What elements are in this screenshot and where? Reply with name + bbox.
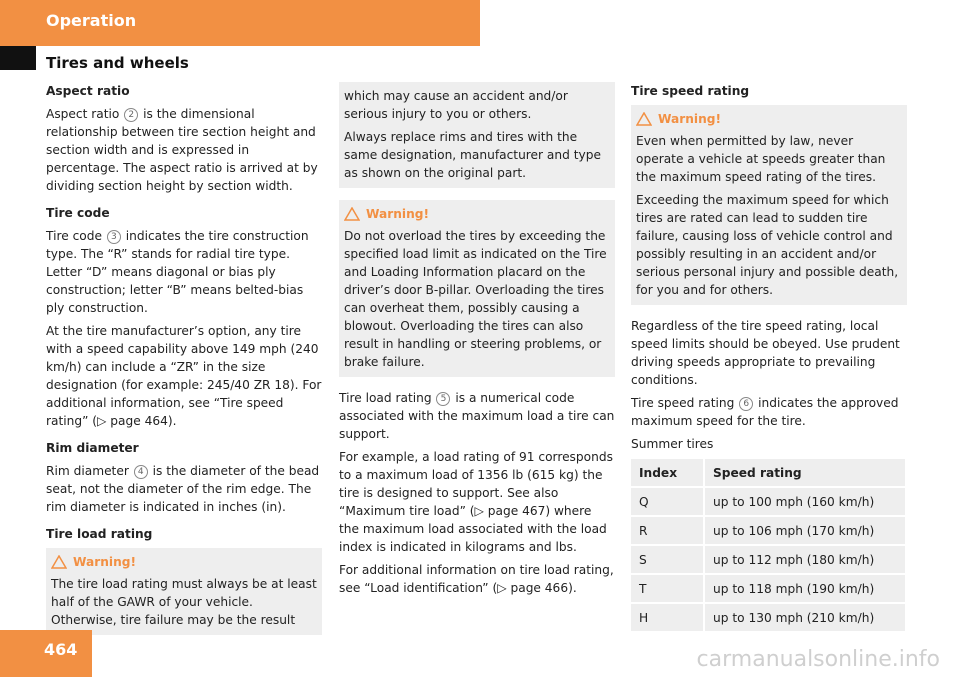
heading-tire-code: Tire code [46,206,110,220]
heading-aspect-ratio: Aspect ratio [46,84,130,98]
warning-title: Warning! [344,205,610,223]
warning-text: which may cause an accident and/or serious injury to you or others. [344,89,568,121]
column-3 [631,82,907,633]
warning-triangle-icon [51,555,67,569]
table-cell: S [631,545,704,574]
speed-rating-table [631,459,905,633]
table-cell: up to 100 mph (160 km/h) [704,487,905,516]
paragraph-load-more-info[interactable]: For additional information on tire load rating, see “Load identification” (▷ page 466). [339,563,614,595]
table-cell: up to 130 mph (210 km/h) [704,603,905,632]
warning-triangle-icon [344,207,360,221]
column-1 [46,82,322,647]
warning-box-1 [46,548,322,635]
column-2 [339,82,615,602]
table-row [631,574,905,603]
paragraph-load-example[interactable]: For example, a load rating of 91 corresponds to a maximum load of 1356 lb (615 kg) the tire is designed to support. See also “Maximum tire load” (▷ page 467) where the maximum load associated with the load index is indicated in kilograms and lbs. [339,450,613,554]
heading-rim-diameter: Rim diameter [46,441,139,455]
warning-text: Exceeding the maximum speed for which tires are rated can lead to sudden tire failure, causing loss of vehicle control and possibly resulting in an accident and/or serious personal injury and possible death, for you and for others. [636,193,899,297]
table-cell: H [631,603,704,632]
warning-text: Even when permitted by law, never operate a vehicle at speeds greater than the maximum speed rating of the tires. [636,134,886,184]
header-marker [0,46,36,70]
paragraph-zr-rating[interactable]: At the tire manufacturer’s option, any tire with a speed capability above 149 mph (240 km/h) can include a “ZR” in the size designation (for example: 245/40 ZR 18). For additional information, see “Tire speed rating” (▷ page 464). [46,324,322,428]
watermark: carmanualsonline.info [696,647,940,672]
page-title: Tires and wheels [46,54,189,72]
paragraph-tire-code: Tire code 3 indicates the tire construction type. The “R” stands for radial tire type. Letter “D” means diagonal or bias ply construction; letter “B” means belted-bias ply construction. [46,229,309,315]
table-row [631,603,905,632]
warning-box-1-continued [339,82,615,188]
warning-box-3 [631,105,907,305]
table-cell: up to 112 mph (180 km/h) [704,545,905,574]
table-cell: R [631,516,704,545]
table-cell: Q [631,487,704,516]
table-cell: up to 106 mph (170 km/h) [704,516,905,545]
warning-title: Warning! [51,553,317,571]
callout-number: 6 [739,397,753,411]
paragraph-speed-limits: Regardless of the tire speed rating, local speed limits should be obeyed. Use prudent driving speeds appropriate to prevailing conditions. [631,319,900,387]
warning-text: Do not overload the tires by exceeding the specified load limit as indicated on the Tire and Loading Information placard on the driver’s door B-pillar. Overloading the tires can overheat them, possibly causing a blowout. Overloading the tires can also result in handling or steering problems, or brake failure. [344,229,607,369]
section-title: Operation [46,11,137,30]
table-header: Index [631,459,704,487]
table-cell: up to 118 mph (190 km/h) [704,574,905,603]
heading-tire-load-rating: Tire load rating [46,527,153,541]
paragraph-load-rating: Tire load rating 5 is a numerical code associated with the maximum load a tire can support. [339,391,615,441]
warning-box-2 [339,200,615,377]
warning-text: The tire load rating must always be at least half of the GAWR of your vehicle. Otherwise, tire failure may be the result [51,577,317,627]
table-row [631,545,905,574]
paragraph-aspect-ratio: Aspect ratio 2 is the dimensional relationship between tire section height and section width and is expressed in percentage. The aspect ratio is arrived at by dividing section height by section width. [46,107,318,193]
warning-text: Always replace rims and tires with the same designation, manufacturer and type as shown on the original part. [344,130,601,180]
table-row [631,516,905,545]
callout-number: 4 [134,465,148,479]
table-header-row [631,459,905,487]
page-number: 464 [44,640,78,659]
callout-number: 3 [107,230,121,244]
heading-tire-speed-rating: Tire speed rating [631,84,750,98]
warning-title: Warning! [636,110,902,128]
callout-number: 5 [436,392,450,406]
warning-triangle-icon [636,112,652,126]
paragraph-speed-rating: Tire speed rating 6 indicates the approved maximum speed for the tire. [631,396,899,428]
paragraph-rim-diameter: Rim diameter 4 is the diameter of the bead seat, not the diameter of the rim edge. The rim diameter is indicated in inches (in). [46,464,320,514]
table-row [631,487,905,516]
summer-tires-label: Summer tires [631,437,714,451]
callout-number: 2 [124,108,138,122]
table-cell: T [631,574,704,603]
table-header: Speed rating [704,459,905,487]
